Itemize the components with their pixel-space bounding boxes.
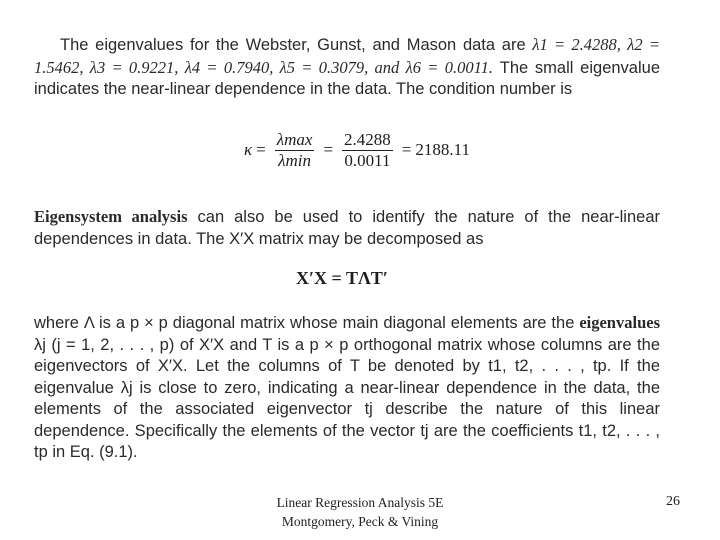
eigenvalues-paragraph [34,34,660,101]
definition-text-start: where Λ is a p × p diagonal matrix whose main diagonal elements are the [34,314,575,332]
eigensystem-text: can also be used to identify the nature of the near-linear dependences in data. The X′X matrix may be decomposed as [34,208,660,248]
footer-source [250,493,470,531]
denominator-value: 0.0011 [344,150,391,170]
eigenvalue-list: λ1 = 2.4288, λ2 = 1.5462, λ3 = 0.9221, λ4 = 0.7940, λ5 = 0.3079, and λ6 = 0.0011. [34,35,660,77]
condition-number-intro: The small eigenvalue indicates the near-linear dependence in the data. The condition number is [34,58,660,98]
condition-number-equation: κ = $\frac{\lambda\max}{\lambda\min}$ = $\frac{2.4288}{0.0011}$ = 2188.11 [244,129,471,170]
page-number: 26 [666,494,680,509]
definition-text-rest: λj (j = 1, 2, . . . , p) of X′X and T is a p × p orthogonal matrix whose columns are the eigenvectors of X′X. Let the columns of T be denoted by t1, t2, . . . , tp. If the eigenvalue λj is close to zero, indicating a near-linear dependence in the data, the elements of the associated eigenvector tj describe the nature of this linear dependence. Specifically the elements of the vector tj are the coefficients t1, t2, . . . , tp in Eq. (9.1). [34,335,660,461]
value-ratio-fraction [342,131,393,170]
decomposition-equation: X′X = TΛT′ [296,268,388,288]
condition-number-result: 2188.11 [415,140,471,159]
eigensystem-paragraph [34,206,660,250]
lambda-max: λmax [276,129,313,149]
eigensystem-analysis-term: Eigensystem analysis [34,207,188,226]
eigenvalues-term: eigenvalues [579,313,660,332]
lambda-min: λmin [278,150,312,170]
eigenvalues-definition-paragraph [34,312,660,464]
footer-book-title: Linear Regression Analysis 5E [276,495,444,510]
eigenvalues-intro: The eigenvalues for the Webster, Gunst, and Mason data are [60,36,526,54]
footer-authors: Montgomery, Peck & Vining [281,514,439,529]
lambda-ratio-fraction [275,131,315,170]
numerator-value: 2.4288 [344,129,391,149]
kappa-symbol: κ [244,140,253,159]
